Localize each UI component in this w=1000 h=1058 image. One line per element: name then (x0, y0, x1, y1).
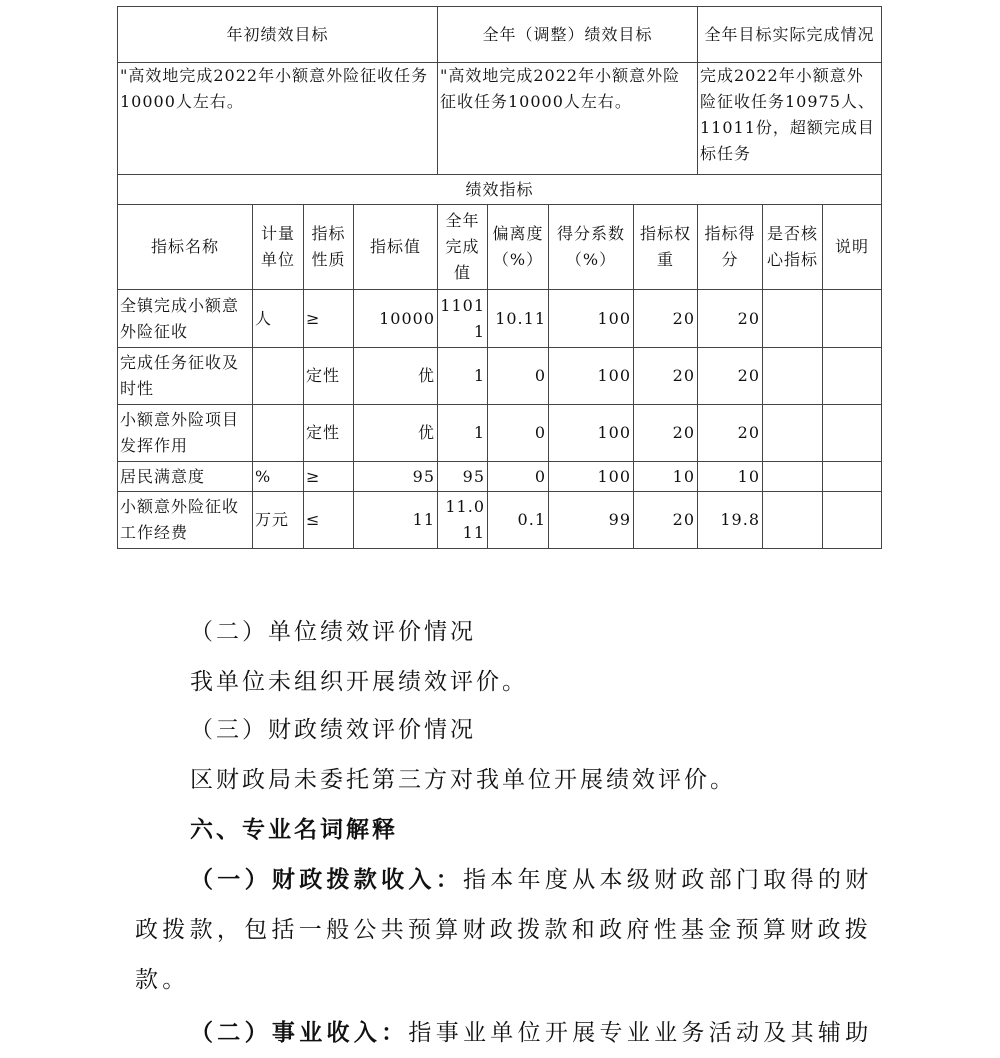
table-cell: 0 (488, 348, 549, 405)
header-initial-goal: 年初绩效目标 (118, 7, 438, 63)
table-cell: 0.1 (488, 492, 549, 549)
initial-goal: "高效地完成2022年小额意外险征收任务10000人左右。 (118, 63, 438, 175)
col-header: 全年完成值 (438, 205, 488, 290)
table-cell (253, 348, 304, 405)
col-header: 指标名称 (118, 205, 253, 290)
indicators-title: 绩效指标 (118, 175, 882, 205)
table-cell: 19.8 (698, 492, 763, 549)
table-cell: 1 (438, 348, 488, 405)
chapter-heading: 六、专业名词解释 (190, 816, 398, 843)
table-cell: 10 (698, 462, 763, 492)
table-cell (763, 405, 823, 462)
table-cell (823, 290, 882, 348)
table-cell: 20 (634, 405, 698, 462)
table-cell: 100 (549, 462, 634, 492)
table-cell: 1 (438, 405, 488, 462)
table-cell: 完成任务征收及时性 (118, 348, 253, 405)
table-cell (823, 492, 882, 549)
table-cell: 10000 (354, 290, 438, 348)
col-header: 说明 (823, 205, 882, 290)
table-cell: 10.11 (488, 290, 549, 348)
table-row (118, 462, 882, 492)
term: （一）财政拨款收入： (190, 866, 463, 893)
table-cell: 全镇完成小额意外险征收 (118, 290, 253, 348)
table-cell: 100 (549, 290, 634, 348)
table-cell (823, 462, 882, 492)
table-cell (823, 348, 882, 405)
section-heading: （二）单位绩效评价情况 (190, 619, 476, 645)
table-cell: 人 (253, 290, 304, 348)
table-cell: 20 (698, 348, 763, 405)
col-header: 计量单位 (253, 205, 304, 290)
table-cell: ≥ (304, 290, 354, 348)
table-cell (763, 290, 823, 348)
table-cell: 99 (549, 492, 634, 549)
table-cell: 0 (488, 462, 549, 492)
indicator-header-row (118, 205, 882, 290)
table-cell: 居民满意度 (118, 462, 253, 492)
table-cell: 万元 (253, 492, 304, 549)
table-cell (253, 405, 304, 462)
table-cell: 小额意外险项目发挥作用 (118, 405, 253, 462)
table-cell: % (253, 462, 304, 492)
col-header: 指标权重 (634, 205, 698, 290)
col-header: 得分系数（%） (549, 205, 634, 290)
actual-completion: 完成2022年小额意外险征收任务10975人、11011份，超额完成目标任务 (698, 63, 882, 175)
table-cell: 小额意外险征收工作经费 (118, 492, 253, 549)
col-header: 偏离度（%） (488, 205, 549, 290)
paragraph (135, 855, 883, 1005)
section-heading: （三）财政绩效评价情况 (190, 717, 476, 743)
performance-table (117, 6, 882, 549)
header-actual-completion: 全年目标实际完成情况 (698, 7, 882, 63)
table-cell: 定性 (304, 405, 354, 462)
table-row (118, 492, 882, 549)
header-adjusted-goal: 全年（调整）绩效目标 (438, 7, 698, 63)
term: （二）事业收入： (190, 1019, 409, 1046)
table-row (118, 348, 882, 405)
table-cell (763, 492, 823, 549)
col-header: 指标值 (354, 205, 438, 290)
adjusted-goal: "高效地完成2022年小额意外险征收任务10000人左右。 (438, 63, 698, 175)
paragraph: 区财政局未委托第三方对我单位开展绩效评价。 (190, 767, 736, 793)
table-cell: 100 (549, 405, 634, 462)
table-cell: 11.011 (438, 492, 488, 549)
table-cell: ≤ (304, 492, 354, 549)
table-cell (823, 405, 882, 462)
table-cell: 20 (698, 290, 763, 348)
table-cell: 20 (634, 290, 698, 348)
paragraph: 我单位未组织开展绩效评价。 (190, 669, 528, 695)
table-cell: 95 (354, 462, 438, 492)
table-cell: 10 (634, 462, 698, 492)
col-header: 指标得分 (698, 205, 763, 290)
table-cell: 20 (698, 405, 763, 462)
table-cell: 0 (488, 405, 549, 462)
table-cell (763, 348, 823, 405)
table-cell: 优 (354, 405, 438, 462)
table-row (118, 290, 882, 348)
col-header: 是否核心指标 (763, 205, 823, 290)
table-cell: 优 (354, 348, 438, 405)
table-cell: 20 (634, 492, 698, 549)
table-cell: ≥ (304, 462, 354, 492)
definition: 指本年度从本级财政部门取得的财政拨款，包括一般公共预算财政拨款和政府性基金预算财政拨款。 (135, 867, 873, 993)
definition: 指事业单位开展专业业务活动及其辅助 (408, 1020, 873, 1046)
table-row (118, 405, 882, 462)
table-cell (763, 462, 823, 492)
table-cell: 100 (549, 348, 634, 405)
col-header: 指标性质 (304, 205, 354, 290)
table-cell: 定性 (304, 348, 354, 405)
table-cell: 11011 (438, 290, 488, 348)
table-cell: 95 (438, 462, 488, 492)
table-cell: 11 (354, 492, 438, 549)
table-cell: 20 (634, 348, 698, 405)
